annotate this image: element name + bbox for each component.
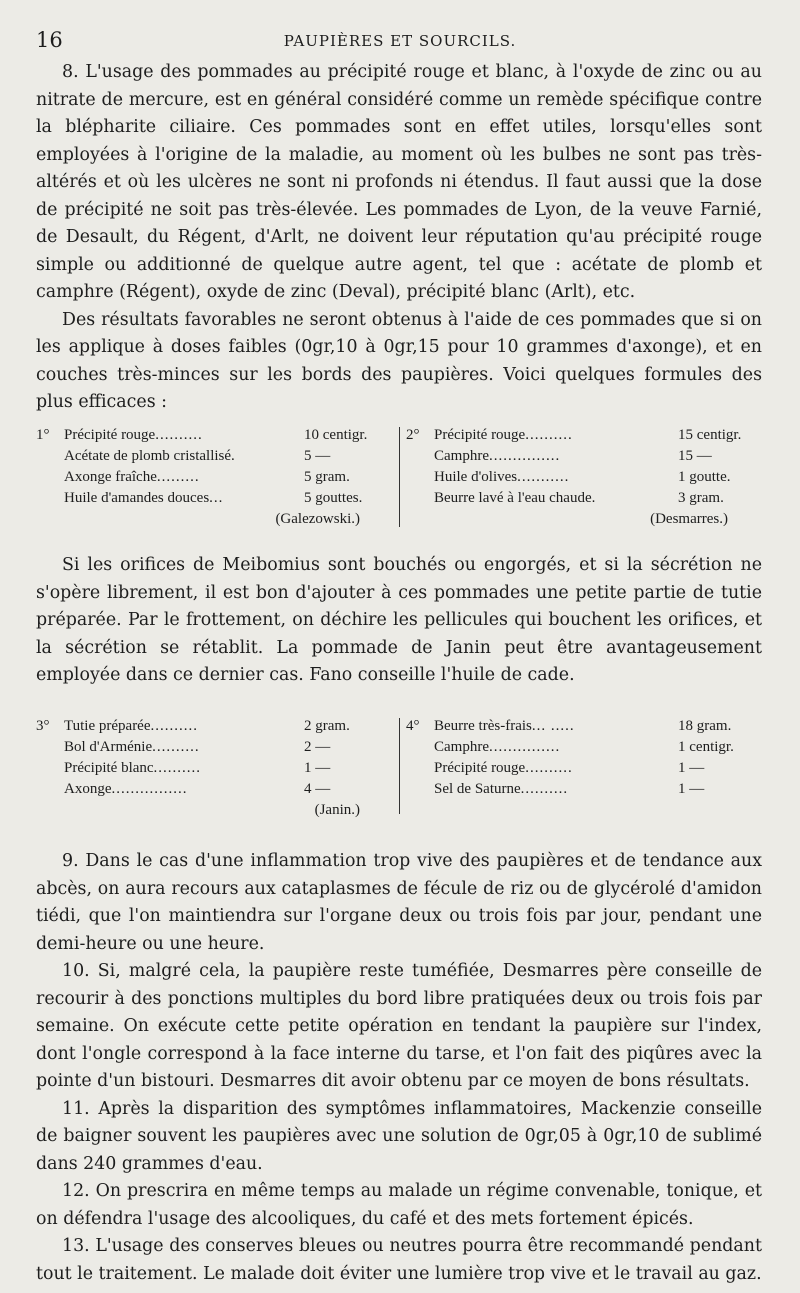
formula-row: [36, 716, 392, 737]
ingredient-name: Axonge: [64, 781, 112, 797]
formula-row: [406, 779, 764, 800]
formula-row: [36, 425, 392, 446]
section-top: [36, 59, 762, 417]
leader-dots: ..........: [152, 739, 200, 755]
formula-row: [406, 737, 764, 758]
leader-dots: ...: [209, 490, 224, 506]
formula-row: [36, 467, 392, 488]
running-title: PAUPIÈRES ET SOURCILS.: [283, 32, 517, 50]
leader-dots: ...........: [517, 469, 570, 485]
ingredient-quantity: 5 gouttes.: [304, 490, 363, 506]
formula-number: 3°: [36, 718, 50, 734]
formula-source: (Janin.): [314, 802, 360, 818]
ingredient-name: Beurre lavé à l'eau chaude.: [434, 490, 596, 506]
leader-dots: ...............: [488, 739, 561, 755]
ingredient-name: Camphre: [434, 739, 489, 755]
formula-row: [406, 425, 764, 446]
formula-row: [406, 467, 764, 488]
ingredient-quantity: 10 centigr.: [304, 427, 368, 443]
ingredient-name: Camphre: [434, 448, 489, 464]
formula-1: [36, 425, 392, 530]
ingredient-quantity: 1 —: [678, 781, 705, 797]
ingredient-name: Précipité rouge: [434, 427, 526, 443]
ingredient-quantity: 1 goutte.: [678, 469, 731, 485]
ingredient-name: Précipité blanc: [64, 760, 154, 776]
ingredient-quantity: 15 centigr.: [678, 427, 742, 443]
ingredient-name: Bol d'Arménie: [64, 739, 153, 755]
ingredient-name: Huile d'olives: [434, 469, 518, 485]
leader-dots: ..........: [150, 718, 198, 734]
formula-row: [36, 779, 392, 800]
paragraph-doses: Des résultats favorables ne seront obtenus à l'aide de ces pommades que si on les applique à doses faibles (0gr,10 à 0gr,15 pour 10 grammes d'axonge), et en couches très-minces sur les bords des paupières. Voici quelques formules des plus efficaces :: [36, 309, 762, 412]
ingredient-name: Acétate de plomb cristallisé: [64, 448, 232, 464]
leader-dots: ................: [111, 781, 188, 797]
leader-dots: ..........: [525, 427, 573, 443]
formula-row: [406, 488, 764, 509]
section-bottom: [36, 848, 762, 1288]
leader-dots: ... .....: [531, 718, 575, 734]
paragraph-13: 13. L'usage des conserves bleues ou neutres pourra être recommandé pendant tout le traitement. Le malade doit éviter une lumière trop vive et le travail au gaz.: [36, 1236, 762, 1284]
ingredient-name: Tutie préparée: [64, 718, 151, 734]
leader-dots: ..........: [525, 760, 573, 776]
formula-source: (Galezowski.): [275, 511, 360, 527]
ingredient-quantity: 1 —: [304, 760, 331, 776]
formula-source: (Desmarres.): [650, 511, 728, 527]
formula-row: [406, 758, 764, 779]
ingredient-name: Précipité rouge: [434, 760, 526, 776]
page-number: 16: [36, 28, 63, 52]
ingredient-quantity: 5 gram.: [304, 469, 350, 485]
formula-4: [406, 716, 764, 800]
ingredient-quantity: 3 gram.: [678, 490, 724, 506]
leader-dots: .........: [156, 469, 200, 485]
ingredient-quantity: 1 centigr.: [678, 739, 734, 755]
ingredient-name: Précipité rouge: [64, 427, 156, 443]
paragraph-12: 12. On prescrira en même temps au malade un régime convenable, tonique, et on défendra l'usage des alcooliques, du café et des mets fortement épicés.: [36, 1181, 762, 1229]
paragraph-9: 9. Dans le cas d'une inflammation trop vive des paupières et de tendance aux abcès, on aura recours aux cataplasmes de fécule de riz ou de glycérolé d'amidon tiédi, que l'on maintiendra sur l'organe deux ou trois fois par jour, pendant une demi-heure ou une heure.: [36, 851, 762, 954]
column-divider: [399, 427, 400, 527]
column-divider: [399, 718, 400, 814]
leader-dots: ...............: [488, 448, 561, 464]
section-middle: [36, 552, 762, 690]
formula-row: [36, 488, 392, 509]
ingredient-name: Beurre très-frais: [434, 718, 532, 734]
ingredient-name: Huile d'amandes douces: [64, 490, 210, 506]
leader-dots: .: [231, 448, 236, 464]
paragraph-11: 11. Après la disparition des symptômes inflammatoires, Mackenzie conseille de baigner souvent les paupières avec une solution de 0gr,05 à 0gr,10 de sublimé dans 240 grammes d'eau.: [36, 1098, 762, 1174]
paragraph-8: 8. L'usage des pommades au précipité rouge et blanc, à l'oxyde de zinc ou au nitrate de mercure, est en général considéré comme un remède spécifique contre la blépharite ciliaire. Ces pommades sont en effet utiles, lorsqu'elles sont employées à l'origine de la maladie, au moment où les bulbes ne sont pas très-altérés et où les ulcères ne sont ni profonds ni étendus. Il faut aussi que la dose de précipité ne soit pas très-élevée. Les pommades de Lyon, de la veuve Farnié, de Desault, du Régent, d'Arlt, ne doivent leur réputation qu'au précipité rouge simple ou additionné de quelque autre agent, tel que : acétate de plomb et camphre (Régent), oxyde de zinc (Deval), précipité blanc (Arlt), etc.: [36, 62, 762, 302]
ingredient-quantity: 1 —: [678, 760, 705, 776]
leader-dots: ..........: [153, 760, 202, 776]
leader-dots: ..........: [155, 427, 203, 443]
formula-3: [36, 716, 392, 821]
formula-number: 4°: [406, 718, 420, 734]
paragraph-10: 10. Si, malgré cela, la paupière reste tuméfiée, Desmarres père conseille de recourir à des ponctions multiples du bord libre pratiquées deux ou trois fois par semaine. On exécute cette petite opération en tendant la paupière sur l'index, dont l'ongle correspond à la face interne du tarse, et l'on fait des piqûres avec la pointe d'un bistouri. Desmarres dit avoir obtenu par ce moyen de bons résultats.: [36, 961, 762, 1091]
formula-row: [36, 446, 392, 467]
formula-number: 1°: [36, 427, 50, 443]
formula-row: [406, 716, 764, 737]
ingredient-name: Sel de Saturne: [434, 781, 521, 797]
leader-dots: ..........: [520, 781, 569, 797]
paragraph-meibomius: Si les orifices de Meibomius sont bouchés ou engorgés, et si la sécrétion ne s'opère librement, il est bon d'ajouter à ces pommades une petite partie de tutie préparée. Par le frottement, on déchire les pellicules qui bouchent les orifices, et la sécrétion se rétablit. La pommade de Janin peut être avantageusement employée dans ce dernier cas. Fano conseille l'huile de cade.: [36, 555, 762, 685]
ingredient-name: Axonge fraîche: [64, 469, 157, 485]
ingredient-quantity: 4 —: [304, 781, 331, 797]
formula-number: 2°: [406, 427, 420, 443]
page-header: [36, 28, 764, 52]
ingredient-quantity: 15 —: [678, 448, 712, 464]
formula-2: [406, 425, 764, 530]
formula-row: [36, 758, 392, 779]
formula-row: [406, 446, 764, 467]
ingredient-quantity: 18 gram.: [678, 718, 732, 734]
ingredient-quantity: 5 —: [304, 448, 331, 464]
ingredient-quantity: 2 —: [304, 739, 331, 755]
ingredient-quantity: 2 gram.: [304, 718, 350, 734]
formula-row: [36, 737, 392, 758]
